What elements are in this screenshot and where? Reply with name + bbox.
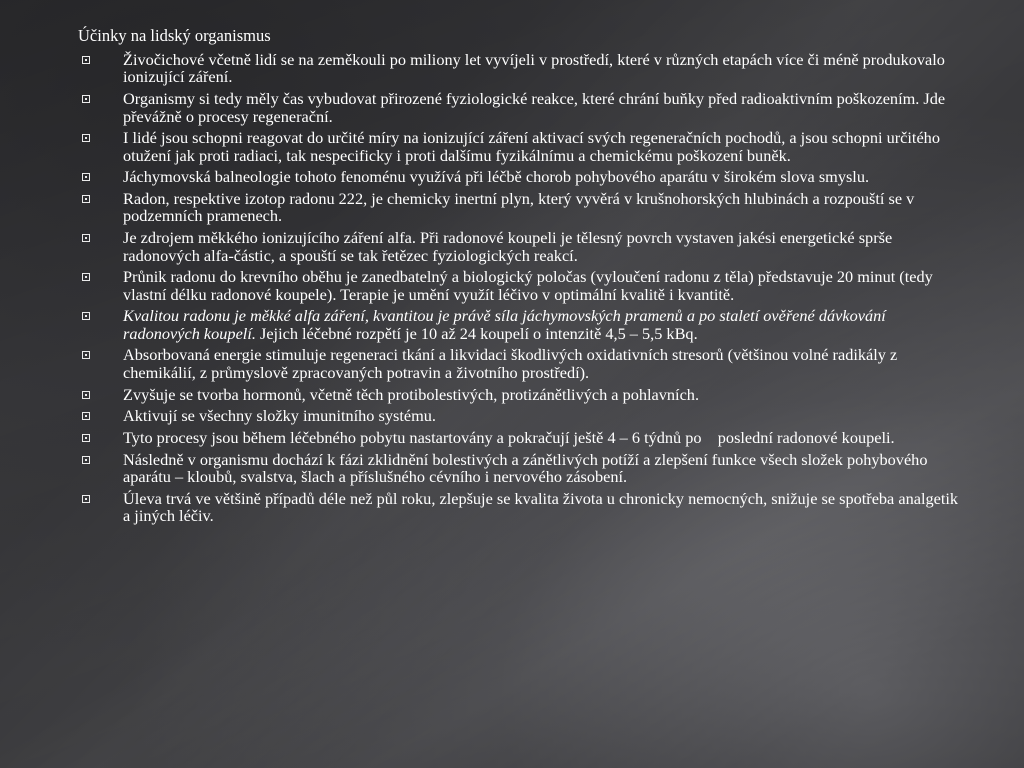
square-bullet-icon xyxy=(82,312,90,320)
list-item-text: I lidé jsou schopni reagovat do určité míry na ionizující záření aktivací svých regeneračních pochodů, a jsou schopni určitého otužení jak proti radiaci, tak nespecificky i proti dalšímu fyzikálnímu a chemickému poškození buněk. xyxy=(123,128,940,165)
list-item-text: Průnik radonu do krevního oběhu je zanedbatelný a biologický poločas (vyloučení radonu z těla) představuje 20 minut (tedy vlastní délku radonové koupele). Terapie je umění využít léčivo v optimální kvalitě i kvantitě. xyxy=(123,267,933,304)
list-item xyxy=(78,407,964,424)
square-bullet-icon xyxy=(82,495,90,503)
square-bullet-icon xyxy=(82,391,90,399)
bullet-list xyxy=(78,51,964,525)
square-bullet-icon xyxy=(82,412,90,420)
list-item xyxy=(78,451,964,486)
list-item-text: Aktivují se všechny složky imunitního systému. xyxy=(123,406,436,426)
list-item xyxy=(78,268,964,303)
list-item-text: Jáchymovská balneologie tohoto fenoménu využívá při léčbě chorob pohybového aparátu v širokém slova smyslu. xyxy=(123,167,870,187)
list-item xyxy=(78,490,964,525)
list-item xyxy=(78,429,964,446)
square-bullet-icon xyxy=(82,434,90,442)
slide-content xyxy=(78,26,964,529)
square-bullet-icon xyxy=(82,234,90,242)
list-item-text: Je zdrojem měkkého ionizujícího záření alfa. Při radonové koupeli je tělesný povrch vystaven jakési energetické sprše radonových alfa-částic, a spouští se tak řetězec fyziologických reakcí. xyxy=(123,228,893,265)
square-bullet-icon xyxy=(82,195,90,203)
list-item xyxy=(78,229,964,264)
list-item xyxy=(78,51,964,86)
list-item-text: Úleva trvá ve většině případů déle než půl roku, zlepšuje se kvalita života u chronicky nemocných, snižuje se spotřeba analgetik a jiných léčiv. xyxy=(123,488,959,526)
list-item xyxy=(78,168,964,185)
list-item-text: Tyto procesy jsou během léčebného pobytu nastartovány a pokračují ještě 4 – 6 týdnů po poslední radonové koupeli. xyxy=(123,427,895,447)
list-item-text: Živočichové včetně lidí se na zeměkouli po miliony let vyvíjeli v prostředí, které v různých etapách více či méně produkovalo ionizující záření. xyxy=(123,50,945,87)
list-item-text: Jejich léčebné rozpětí je 10 až 24 koupelí o intenzitě 4,5 – 5,5 kBq. xyxy=(255,323,698,343)
list-item xyxy=(78,307,964,342)
list-item xyxy=(78,90,964,125)
list-item-italic-text: Kvalitou radonu je měkké alfa záření, kvantitou je právě síla jáchymovských pramenů a po staletí ověřené dávkování radonových koupelí. xyxy=(123,306,886,343)
slide-heading: Účinky na lidský organismus xyxy=(78,26,271,45)
list-item xyxy=(78,190,964,225)
square-bullet-icon xyxy=(82,173,90,181)
list-item xyxy=(78,346,964,381)
square-bullet-icon xyxy=(82,95,90,103)
square-bullet-icon xyxy=(82,273,90,281)
square-bullet-icon xyxy=(82,456,90,464)
list-item-text: Zvyšuje se tvorba hormonů, včetně těch protibolestivých, protizánětlivých a pohlavních. xyxy=(123,384,700,404)
list-item-text: Organismy si tedy měly čas vybudovat přirozené fyziologické reakce, které chrání buňky před radioaktivním poškozením. Jde převážně o procesy regenerační. xyxy=(123,89,946,126)
list-item-text: Následně v organismu dochází k fázi zklidnění bolestivých a zánětlivých potíží a zlepšení funkce všech složek pohybového aparátu – kloubů, svalstva, šlach a příslušného cévního i nervového zásobení. xyxy=(123,449,928,487)
square-bullet-icon xyxy=(82,351,90,359)
list-item xyxy=(78,129,964,164)
list-item-text: Radon, respektive izotop radonu 222, je chemicky inertní plyn, který vyvěrá v krušnohorských hlubinách a rozpouští se v podzemních pramenech. xyxy=(123,189,915,226)
square-bullet-icon xyxy=(82,134,90,142)
list-item-text: Absorbovaná energie stimuluje regeneraci tkání a likvidaci škodlivých oxidativních stresorů (většinou volné radikály z chemikálií, z průmyslově zpracovaných potravin a životního prostředí). xyxy=(123,345,898,382)
square-bullet-icon xyxy=(82,56,90,64)
list-item xyxy=(78,386,964,403)
